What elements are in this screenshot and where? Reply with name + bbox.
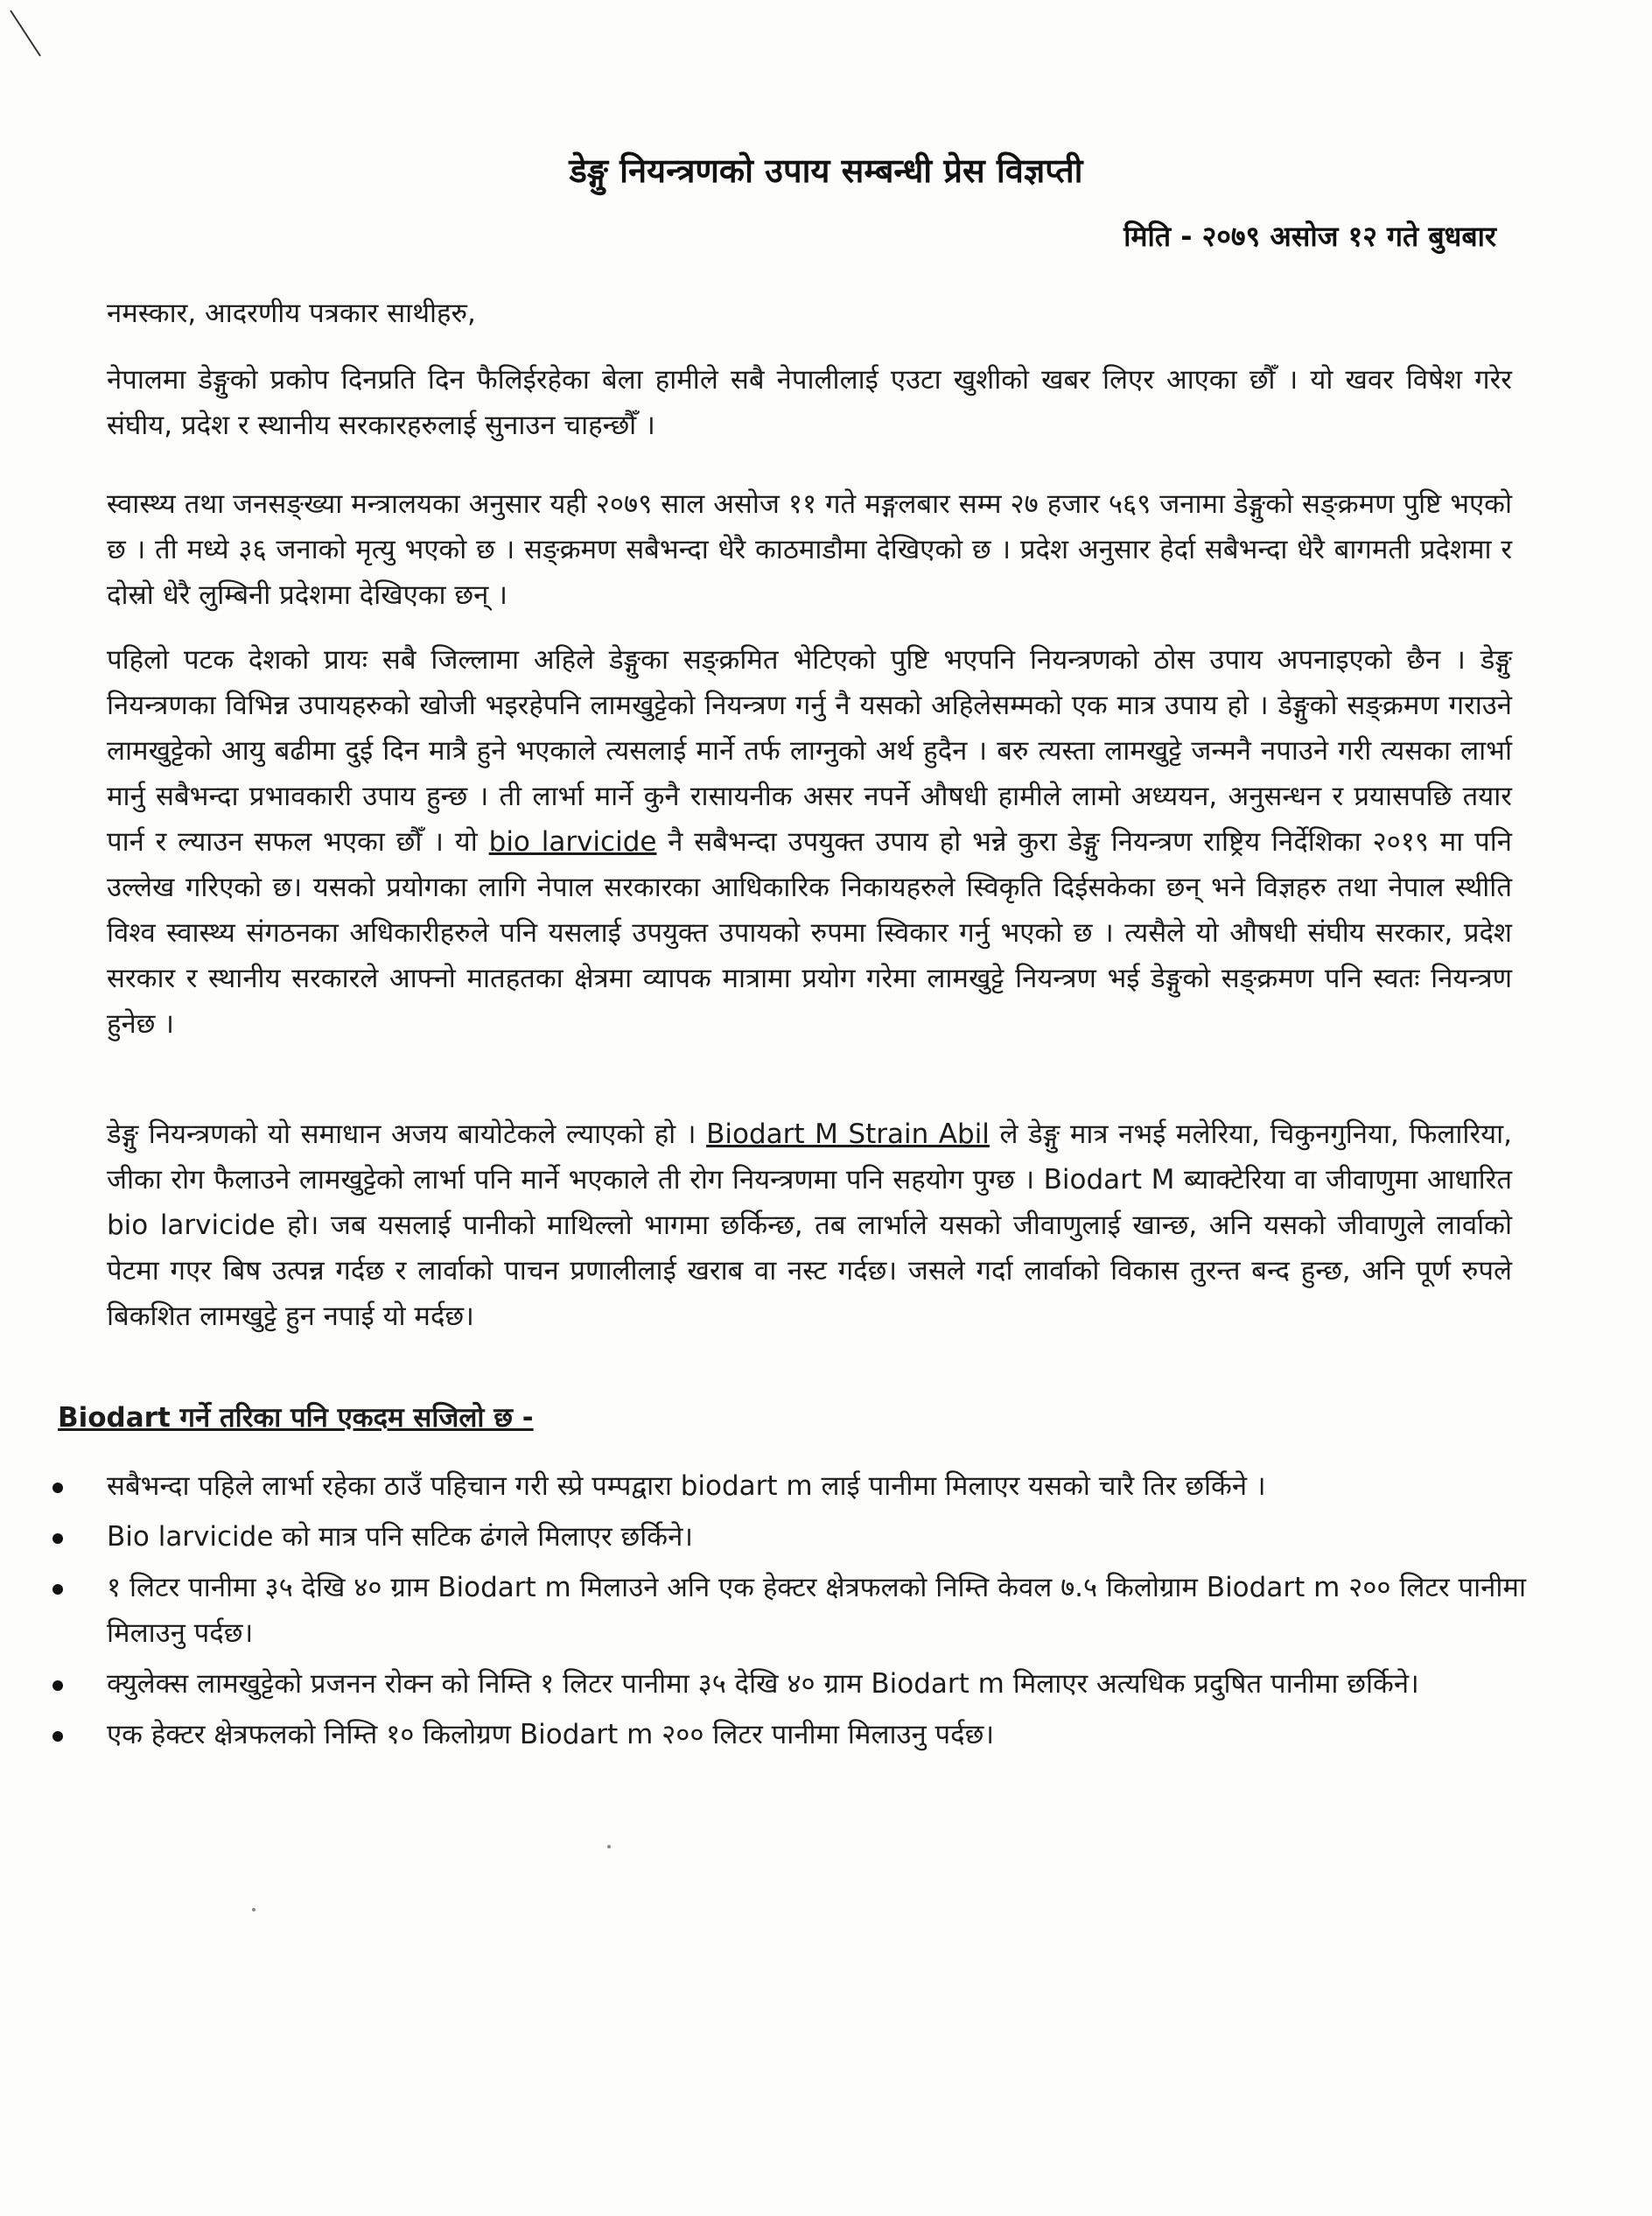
underlined-product: Biodart M Strain Abil: [706, 1119, 990, 1150]
document-date: मिति - २०७९ असोज १२ गते बुधबार: [1124, 220, 1496, 253]
list-item: [52, 1661, 1540, 1707]
paragraph-intro: [107, 357, 1512, 448]
bullet-icon: [52, 1680, 63, 1691]
scan-speck: [252, 1908, 256, 1911]
list-item-text: सबैभन्दा पहिले लार्भा रहेका ठाउँ पहिचान गरी स्प्रे पम्पद्वारा biodart m लाई पानीमा मिलाएर यसको चारै तिर छर्किने ।: [107, 1470, 1266, 1502]
underlined-term: bio larvicide: [488, 826, 657, 858]
page-title: डेङ्गु नियन्त्रणको उपाय सम्बन्धी प्रेस विज्ञप्ती: [569, 151, 1083, 190]
bullet-icon: [52, 1584, 63, 1595]
list-item-text: एक हेक्टर क्षेत्रफलको निम्ति १० किलोग्रण Biodart m २०० लिटर पानीमा मिलाउनु पर्दछ।: [107, 1719, 995, 1750]
paragraph-larvicide-text-a: पहिलो पटक देशको प्रायः सबै जिल्लामा अहिले डेङ्गुका सङ्क्रमित भेटिएको पुष्टि भएपनि नियन्त्रणको ठोस उपाय अपनाइएको छैन । डेङ्गु नियन्त्रणका विभिन्न उपायहरुको खोजी भइरहेपनि लामखुट्टेको नियन्त्रण गर्नु नै यसको अहिलेसम्मको एक मात्र उपाय हो । डेङ्गुको सङ्क्रमण गराउने लामखुट्टेको आयु बढीमा दुई दिन मात्रै हुने भएकाले त्यसलाई मार्ने तर्फ लाग्नुको अर्थ हुदैन । बरु त्यस्ता लामखुट्टे जन्मनै नपाउने गरी त्यसका लार्भा मार्नु सबैभन्दा प्रभावकारी उपाय हुन्छ । ती लार्भा मार्ने कुनै रासायनीक असर नपर्ने औषधी हामीले लामो अध्ययन, अनुसन्धन र प्रयासपछि तयार पार्न र ल्याउन सफल भएका छौँ । यो: [107, 644, 1512, 858]
salutation: नमस्कार, आदरणीय पत्रकार साथीहरु,: [107, 298, 476, 329]
list-item-text: Bio larvicide को मात्र पनि सटिक ढंगले मिलाएर छर्किने।: [107, 1521, 694, 1553]
scan-speck: [607, 1845, 611, 1848]
section-heading: Biodart गर्ने तरिका पनि एकदम सजिलो छ -: [58, 1402, 534, 1434]
list-item: [52, 1463, 1540, 1509]
paragraph-intro-text: नेपालमा डेङ्गुको प्रकोप दिनप्रति दिन फैलिईरहेका बेला हामीले सबै नेपालीलाई एउटा खुशीको खबर लिएर आएका छौँ । यो खवर विषेश गरेर संघीय, प्रदेश र स्थानीय सरकारहरुलाई सुनाउन चाहन्छौँ ।: [107, 364, 1512, 441]
list-item: [52, 1565, 1540, 1656]
bullet-icon: [52, 1483, 63, 1493]
bullet-icon: [52, 1533, 63, 1544]
list-item-text: १ लिटर पानीमा ३५ देखि ४० ग्राम Biodart m मिलाउने अनि एक हेक्टर क्षेत्रफलको निम्ति केवल ७.५ किलोग्राम Biodart m २०० लिटर पानीमा मिलाउनु पर्दछ।: [107, 1572, 1526, 1649]
bullet-icon: [52, 1731, 63, 1742]
list-item-text: क्युलेक्स लामखुट्टेको प्रजनन रोक्न को निम्ति १ लिटर पानीमा ३५ देखि ४० ग्राम Biodart m मिलाएर अत्यधिक प्रदुषित पानीमा छर्किने।: [107, 1668, 1419, 1700]
paragraph-biodart-text-b: ले डेङ्गु मात्र नभई मलेरिया, चिकुनगुनिया, फिलारिया, जीका रोग फैलाउने लामखुट्टेको लार्भा पनि मार्ने भएकाले ती रोग नियन्त्रणमा पनि सहयोग पुग्छ । Biodart M ब्याक्टेरिया वा जीवाणुमा आधारित bio larvicide हो। जब यसलाई पानीको माथिल्लो भागमा छर्किन्छ, तब लार्भाले यसको जीवाणुलाई खान्छ, अनि यसको जीवाणुले लार्वाको पेटमा गएर बिष उत्पन्न गर्दछ र लार्वाको पाचन प्रणालीलाई खराब वा नस्ट गर्दछ। जसले गर्दा लार्वाको विकास तुरन्त बन्द हुन्छ, अनि पूर्ण रुपले बिकशित लामखुट्टे हुन नपाई यो मर्दछ।: [107, 1119, 1512, 1332]
usage-list: [52, 1463, 1540, 1763]
pen-mark-icon: [7, 7, 60, 60]
list-item: [52, 1712, 1540, 1757]
paragraph-biodart: [107, 1112, 1512, 1339]
paragraph-larvicide: [107, 637, 1512, 1047]
paragraph-statistics-text: स्वास्थ्य तथा जनसङ्ख्या मन्त्रालयका अनुसार यही २०७९ साल असोज ११ गते मङ्गलबार सम्म २७ हजार ५६९ जनामा डेङ्गुको सङ्क्रमण पुष्टि भएको छ । ती मध्ये ३६ जनाको मृत्यु भएको छ । सङ्क्रमण सबैभन्दा धेरै काठमाडौमा देखिएको छ । प्रदेश अनुसार हेर्दा सबैभन्दा धेरै बागमती प्रदेशमा र दोस्रो धेरै लुम्बिनी प्रदेशमा देखिएका छन् ।: [107, 488, 1512, 611]
paragraph-larvicide-text-b: नै सबैभन्दा उपयुक्त उपाय हो भन्ने कुरा डेङ्गु नियन्त्रण राष्ट्रिय निर्देशिका २०१९ मा पनि उल्लेख गरिएको छ। यसको प्रयोगका लागि नेपाल सरकारका आधिकारिक निकायहरुले स्विकृति दिईसकेका छन् भने विज्ञहरु तथा नेपाल स्थीति विश्व स्वास्थ्य संगठनका अधिकारीहरुले पनि यसलाई उपयुक्त उपायको रुपमा स्विकार गर्नु भएको छ । त्यसैले यो औषधी संघीय सरकार, प्रदेश सरकार र स्थानीय सरकारले आफ्नो मातहतका क्षेत्रमा व्यापक मात्रामा प्रयोग गरेमा लामखुट्टे नियन्त्रण भई डेङ्गुको सङ्क्रमण पनि स्वतः नियन्त्रण हुनेछ ।: [107, 826, 1512, 1040]
paragraph-biodart-text-a: डेङ्गु नियन्त्रणको यो समाधान अजय बायोटेकले ल्याएको हो ।: [107, 1119, 696, 1150]
list-item: [52, 1514, 1540, 1560]
paragraph-statistics: [107, 481, 1512, 618]
